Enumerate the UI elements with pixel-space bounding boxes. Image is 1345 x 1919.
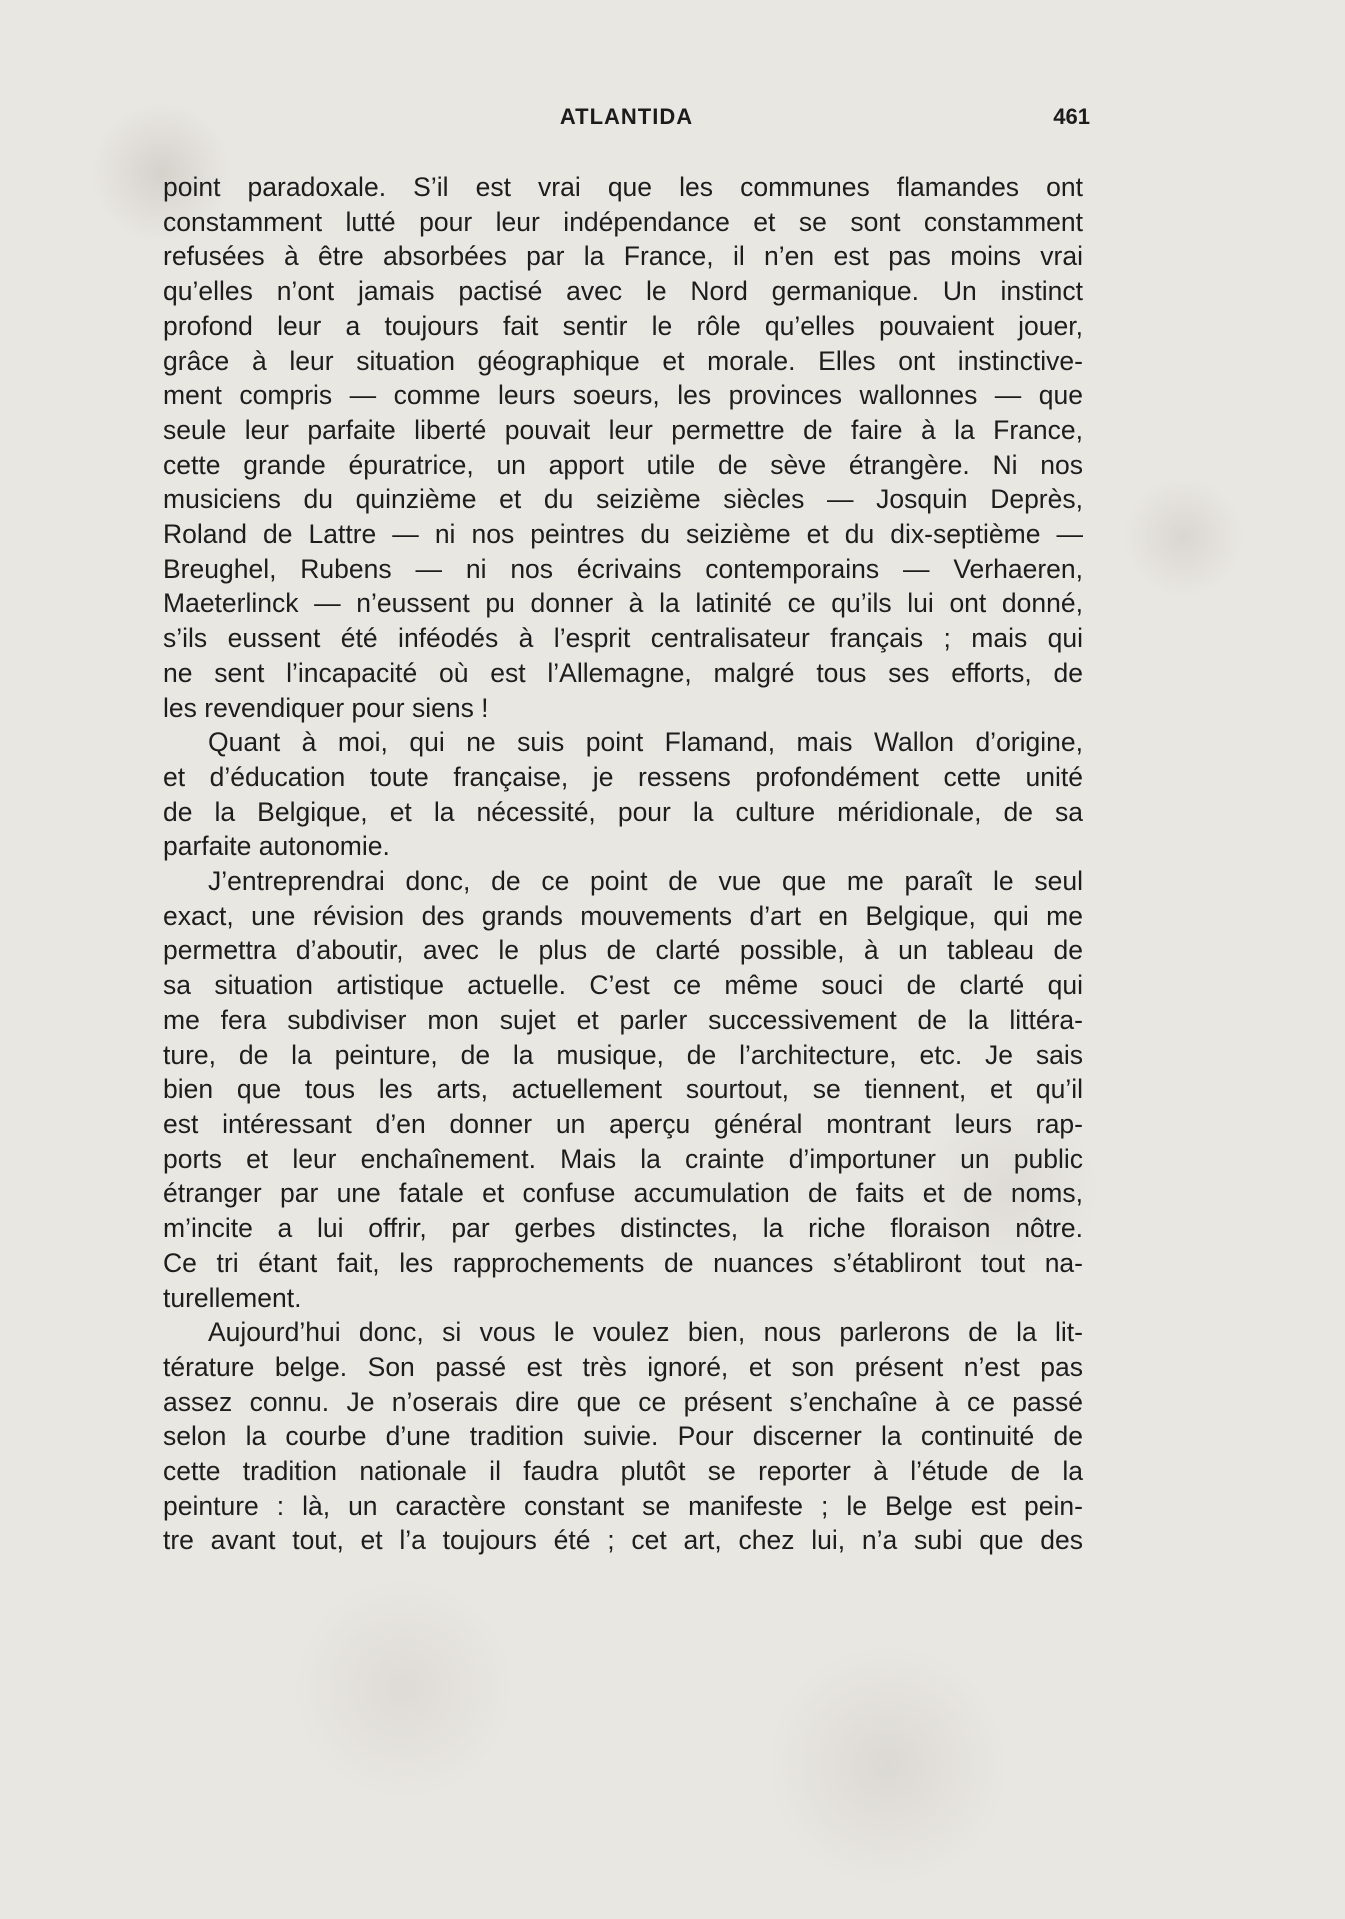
text-line: seule leur parfaite liberté pouvait leur permettre de faire à la France, (163, 414, 1083, 445)
text-line: cette grande épuratrice, un apport utile de sève étrangère. Ni nos (163, 449, 1083, 480)
text-line: musiciens du quinzième et du seizième siècles — Josquin Deprès, (163, 484, 1083, 515)
text-line: parfaite autonomie. (163, 831, 390, 862)
paragraph (163, 1315, 1083, 1558)
paragraph (163, 864, 1083, 1315)
text-line: de la Belgique, et la nécessité, pour la culture méridionale, de sa (163, 796, 1083, 827)
text-line: térature belge. Son passé est très ignoré, et son présent n’est pas (163, 1351, 1083, 1382)
text-line: me fera subdiviser mon sujet et parler successivement de la littéra- (163, 1004, 1083, 1035)
text-line: Aujourd’hui donc, si vous le voulez bien, nous parlerons de la lit- (208, 1317, 1083, 1348)
text-line: sa situation artistique actuelle. C’est ce même souci de clarté qui (163, 970, 1083, 1001)
text-line: selon la courbe d’une tradition suivie. Pour discerner la continuité de (163, 1421, 1083, 1452)
text-line: permettra d’aboutir, avec le plus de clarté possible, à un tableau de (163, 935, 1083, 966)
text-line: ne sent l’incapacité où est l’Allemagne, malgré tous ses efforts, de (163, 657, 1083, 688)
paragraph (163, 725, 1083, 864)
text-line: s’ils eussent été inféodés à l’esprit centralisateur français ; mais qui (163, 623, 1083, 654)
text-line: et d’éducation toute française, je ressens profondément cette unité (163, 761, 1083, 792)
text-line: refusées à être absorbées par la France, il n’en est pas moins vrai (163, 241, 1083, 272)
text-line: tre avant tout, et l’a toujours été ; cet art, chez lui, n’a subi que des (163, 1525, 1083, 1556)
text-line: étranger par une fatale et confuse accumulation de faits et de noms, (163, 1178, 1083, 1209)
text-line: m’incite a lui offrir, par gerbes distinctes, la riche floraison nôtre. (163, 1213, 1083, 1244)
text-line: turellement. (163, 1282, 302, 1313)
text-line: grâce à leur situation géographique et morale. Elles ont instinctive- (163, 345, 1083, 376)
text-line: Roland de Lattre — ni nos peintres du seizième et du dix-septième — (163, 519, 1083, 550)
text-line: ment compris — comme leurs soeurs, les provinces wallonnes — que (163, 380, 1083, 411)
text-line: qu’elles n’ont jamais pactisé avec le Nord germanique. Un instinct (163, 276, 1083, 307)
text-line: Breughel, Rubens — ni nos écrivains contemporains — Verhaeren, (163, 553, 1083, 584)
text-line: Quant à moi, qui ne suis point Flamand, mais Wallon d’origine, (208, 727, 1083, 758)
text-line: les revendiquer pour siens ! (163, 692, 489, 723)
text-line: Maeterlinck — n’eussent pu donner à la latinité ce qu’ils lui ont donné, (163, 588, 1083, 619)
text-line: bien que tous les arts, actuellement sourtout, se tiennent, et qu’il (163, 1074, 1083, 1105)
text-line: constamment lutté pour leur indépendance et se sont constamment (163, 206, 1083, 237)
body-text (163, 170, 1083, 1558)
page-header (163, 104, 1090, 140)
paragraph (163, 170, 1083, 725)
text-line: est intéressant d’en donner un aperçu général montrant leurs rap- (163, 1108, 1083, 1139)
text-line: point paradoxale. S’il est vrai que les communes flamandes ont (163, 172, 1083, 202)
text-line: Ce tri étant fait, les rapprochements de nuances s’établiront tout na- (163, 1247, 1083, 1278)
text-line: exact, une révision des grands mouvements d’art en Belgique, qui me (163, 900, 1083, 931)
text-line: cette tradition nationale il faudra plutôt se reporter à l’étude de la (163, 1456, 1083, 1487)
text-line: profond leur a toujours fait sentir le rôle qu’elles pouvaient jouer, (163, 310, 1083, 341)
text-line: ture, de la peinture, de la musique, de l’architecture, etc. Je sais (163, 1039, 1083, 1070)
text-line: assez connu. Je n’oserais dire que ce présent s’enchaîne à ce passé (163, 1386, 1083, 1417)
text-line: J’entreprendrai donc, de ce point de vue que me paraît le seul (208, 866, 1083, 897)
text-line: peinture : là, un caractère constant se manifeste ; le Belge est pein- (163, 1490, 1083, 1521)
running-title: ATLANTIDA (559, 104, 694, 129)
text-line: ports et leur enchaînement. Mais la crainte d’importuner un public (163, 1143, 1083, 1174)
page-number: 461 (1053, 104, 1090, 129)
